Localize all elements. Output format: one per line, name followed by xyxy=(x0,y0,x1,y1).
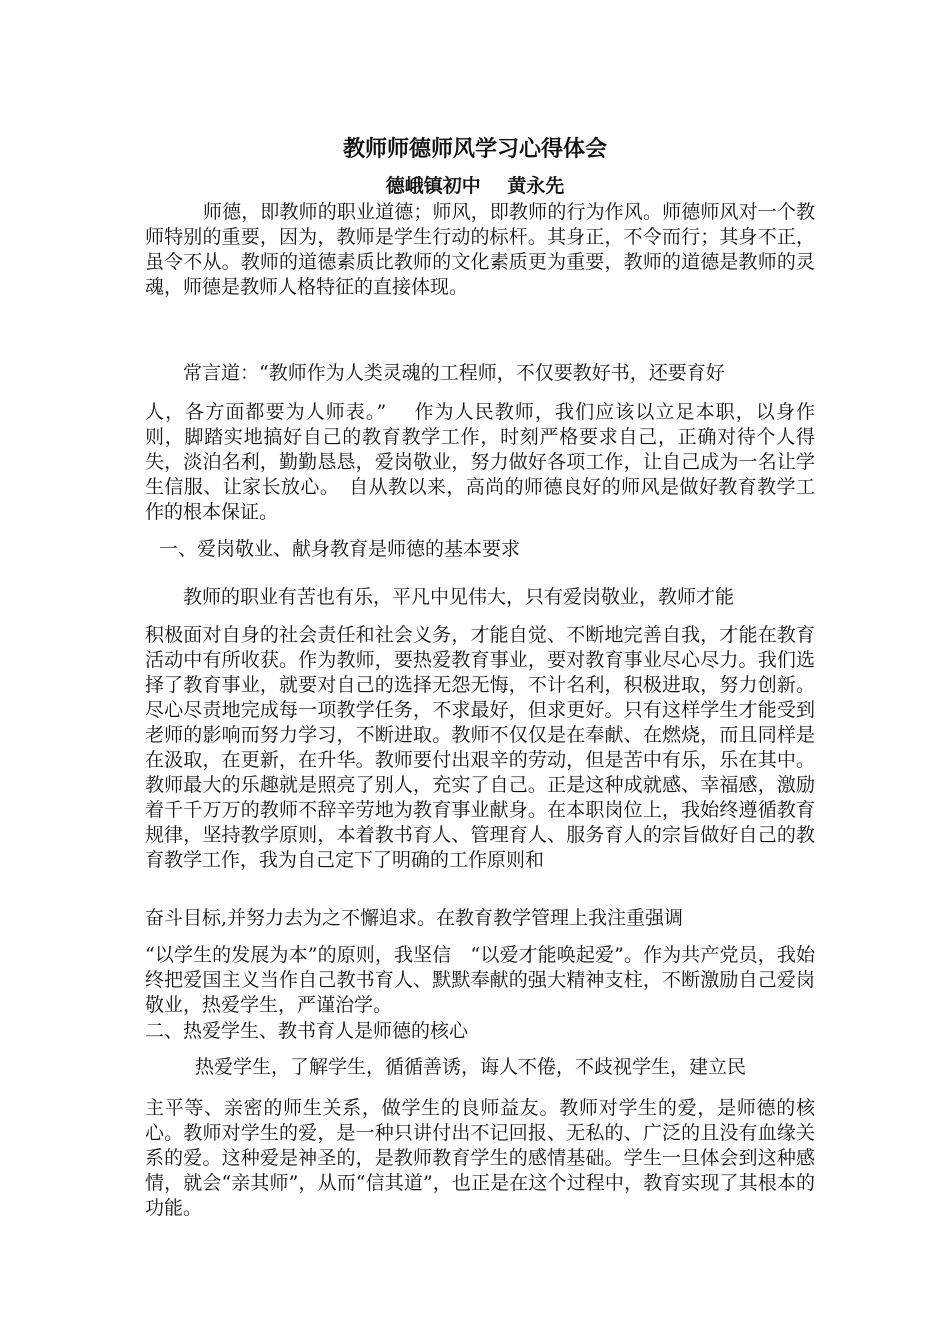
paragraph-saying: 人，各方面都要为人师表。” 作为人民教师，我们应该以立足本职，以身作则，脚踏实地搞好自己的教育教学工作，时刻严格要求自己，正确对待个人得失，淡泊名利，勤勤恳恳，爱岗敬业，努力做好各项工作，让自己成为一名让学生信服、让家长放心。 自从教以来，高尚的师德良好的师风是做好教育教学工作的根本保证。 xyxy=(145,401,815,523)
section-heading-1: 一、爱岗敬业、献身教育是师德的基本要求 xyxy=(159,538,521,560)
document-author: 德峨镇初中 黄永先 xyxy=(385,175,565,197)
paragraph-dedication: 积极面对自身的社会责任和社会义务，才能自觉、不断地完善自我，才能在教育活动中有所收获。作为教师，要热爱教育事业，要对教育事业尽心尽力。我们选择了教育事业，就要对自己的选择无怨无悔，不计名利，积极进取，努力创新。尽心尽责地完成每一项教学任务，不求最好，但求更好。只有这样学生才能受到老师的影响而努力学习，不断进取。教师不仅仅是在奉献、在燃烧，而且同样是在汲取，在更新，在升华。教师要付出艰辛的劳动，但是苦中有乐，乐在其中。教师最大的乐趣就是照亮了别人，充实了自己。正是这种成就感、幸福感，激励着千千万万的教师不辞辛劳地为教育事业献身。在本职岗位上，我始终遵循教育规律，坚持教学原则，本着教书育人、管理育人、服务育人的宗旨做好自己的教育教学工作，我为自己定下了明确的工作原则和 xyxy=(145,624,815,871)
document-title: 教师师德师风学习心得体会 xyxy=(342,136,607,162)
paragraph-dedication-end: “以学生的发展为本”的原则，我坚信 “以爱才能唤起爱”。作为共产党员，我始终把爱国主义当作自己教书育人、默默奉献的强大精神支柱，不断激励自己爱岗敬业，热爱学生，严谨治学。 xyxy=(145,944,815,1016)
paragraph-love: 主平等、亲密的师生关系，做学生的良师益友。教师对学生的爱，是师德的核心。教师对学生的爱，是一种只讲付出不记回报、无私的、广泛的且没有血缘关系的爱。这种爱是神圣的，是教师教育学生的感情基础。学生一旦体会到这种感情，就会“亲其师”，从而“信其道”，也正是在这个过程中，教育实现了其根本的功能。 xyxy=(145,1097,815,1219)
section-heading-2: 二、热爱学生、教书育人是师德的核心 xyxy=(145,1020,469,1042)
paragraph-intro: 师德，即教师的职业道德；师风，即教师的行为作风。师德师风对一个教师特别的重要，因为，教师是学生行动的标杆。其身正，不令而行；其身不正，虽令不从。教师的道德素质比教师的文化素质更为重要，教师的道德是教师的灵魂，师德是教师人格特征的直接体现。 xyxy=(145,201,815,298)
paragraph-saying-first-line: 常言道：“教师作为人类灵魂的工程师，不仅要教好书，还要育好 xyxy=(183,362,725,384)
paragraph-dedication-goal-line: 奋斗目标,并努力去为之不懈追求。在教育教学管理上我注重强调 xyxy=(145,907,684,929)
paragraph-dedication-first-line: 教师的职业有苦也有乐，平凡中见伟大，只有爱岗敬业，教师才能 xyxy=(183,586,735,608)
paragraph-love-first-line: 热爱学生，了解学生，循循善诱，诲人不倦，不歧视学生，建立民 xyxy=(195,1056,747,1078)
